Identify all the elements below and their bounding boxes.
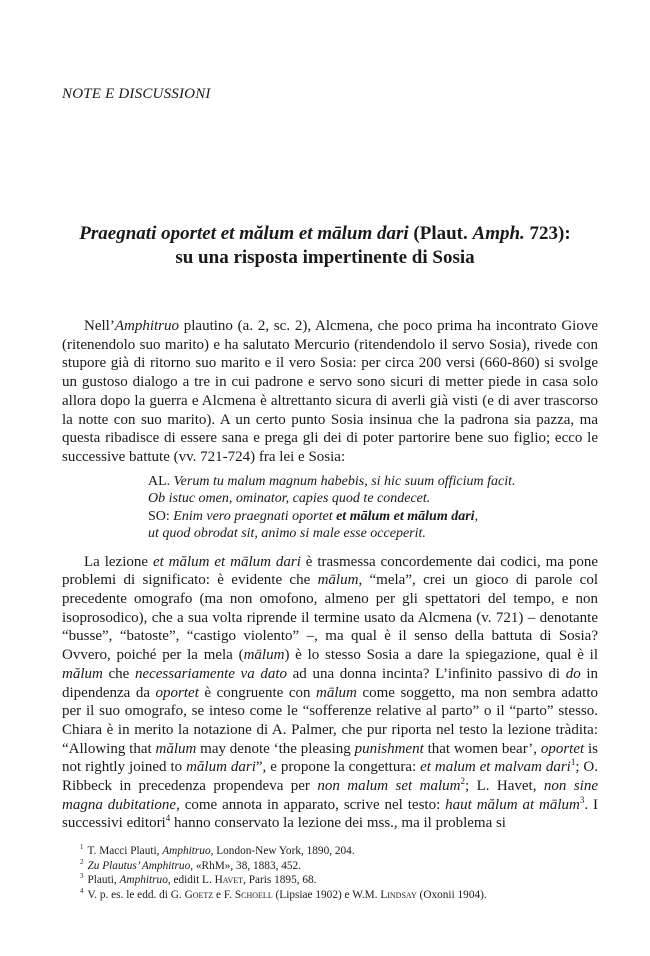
title-line-1: Praegnati oportet et mălum et mālum dari (Plaut. Amph. 723):: [79, 223, 571, 244]
footnote-3: $^3$ Plauti, Amphitruo, edidit L. Havet, Paris 1895, 68.: [80, 872, 317, 887]
verse-line-722: Ob istuc omen, ominator, capies quod te condecet.: [148, 491, 431, 507]
paragraph-2: La lezione et mălum et mālum dari è trasmessa concordemente dai codici, ma pone problemi di significato: è evidente che mālum, “mela”, crei un gioco di parole col precedente omografo (ma non omofono, almeno per gli spettatori del tempo, e non isoprosodico), che a sua volta riprende il termine usato da Alcmena (v. 721) – denotante “busse”, “batoste”, “castigo violento” –, ma qual è il senso della battuta di Sosia? Ovvero, poiché per la mela (mālum) è lo stesso Sosia a dare la spiegazione, qual è il mălum che necessariamente va dato ad una donna incinta? L’infinito passivo di do in dipendenza da oportet è congruente con mālum come soggetto, ma non sembra adatto per il suo omografo, se inteso come le “sofferenze relative al parto” o il “parto” stesso. Chiara è in merito la notazione di A. Palmer, che pur riporta nel testo la lezione tràdita: “Allowing that mălum may denote ‘the pleasing punishment that women bear’, oportet is not rightly joined to mălum dari”, e propone la congettura: et malum et malvam dari$^1$; O. Ribbeck in precedenza propendeva per non malum set malum$^2$; L. Havet, non sine magna dubitatione, come annota in apparato, scrive nel testo: haut mălum at mālum$^3$. I successivi editori$^4$ hanno conservato la lezione dei mss., ma il problema si: [62, 553, 599, 832]
verse-line-724: ut quod obrodat sit, animo si male esse occeperit.: [148, 526, 426, 542]
verse-line-723: SO: Enim vero praegnati oportet et mālum et mālum dari,: [148, 508, 479, 524]
footnote-2: $^2$ Zu Plautus’ Amphitruo, «RhM», 38, 1883, 452.: [80, 857, 302, 872]
paragraph-1: Nell’Amphitruo plautino (a. 2, sc. 2), Alcmena, che poco prima ha incontrato Giove (ritenendolo suo marito) e ha salutato Mercurio (ritendendolo il servo Sosia), rivede con stupore già di ritorno suo marito e il vero Sosia: per circa 200 versi (660-860) si svolge un gustoso dialogo a tre in cui padrone e servo sono sicuri di metter piede in casa solo allora dopo la guerra e Alcmena è altrettanto sicura di averli già visti (e di aver trascorso la notte con suo marito). A un certo punto Sosia insinua che la padrona sia pazza, ma questa ribadisce di essere sana e prega gli dei di poter partorire bene suo figlio; ecco le successive battute (vv. 721-724) fra lei e Sosia:: [62, 318, 598, 465]
footnote-ref-1[interactable]: 1: [570, 757, 576, 768]
footnote-ref-2[interactable]: 2: [460, 776, 465, 787]
title-line-2: su una risposta impertinente di Sosia: [175, 247, 475, 268]
verse-quotation: [148, 473, 598, 543]
footnote-ref-4[interactable]: 4: [165, 813, 171, 824]
footnotes: [80, 844, 600, 902]
article-body: [62, 317, 598, 833]
article-title: [40, 222, 610, 270]
footnote-4: $^4$ V. p. es. le edd. di G. Goetz e F. Schoell (Lipsiae 1902) e W.M. Lindsay (Oxonii 1904).: [80, 887, 487, 901]
footnote-1: $^1$ T. Macci Plauti, Amphitruo, London-New York, 1890, 204.: [80, 843, 355, 857]
verse-line-721: AL. Verum tu malum magnum habebis, si hic suum officium facit.: [148, 473, 516, 489]
footnote-ref-3[interactable]: 3: [579, 794, 585, 805]
running-head: NOTE E DISCUSSIONI: [62, 86, 211, 102]
